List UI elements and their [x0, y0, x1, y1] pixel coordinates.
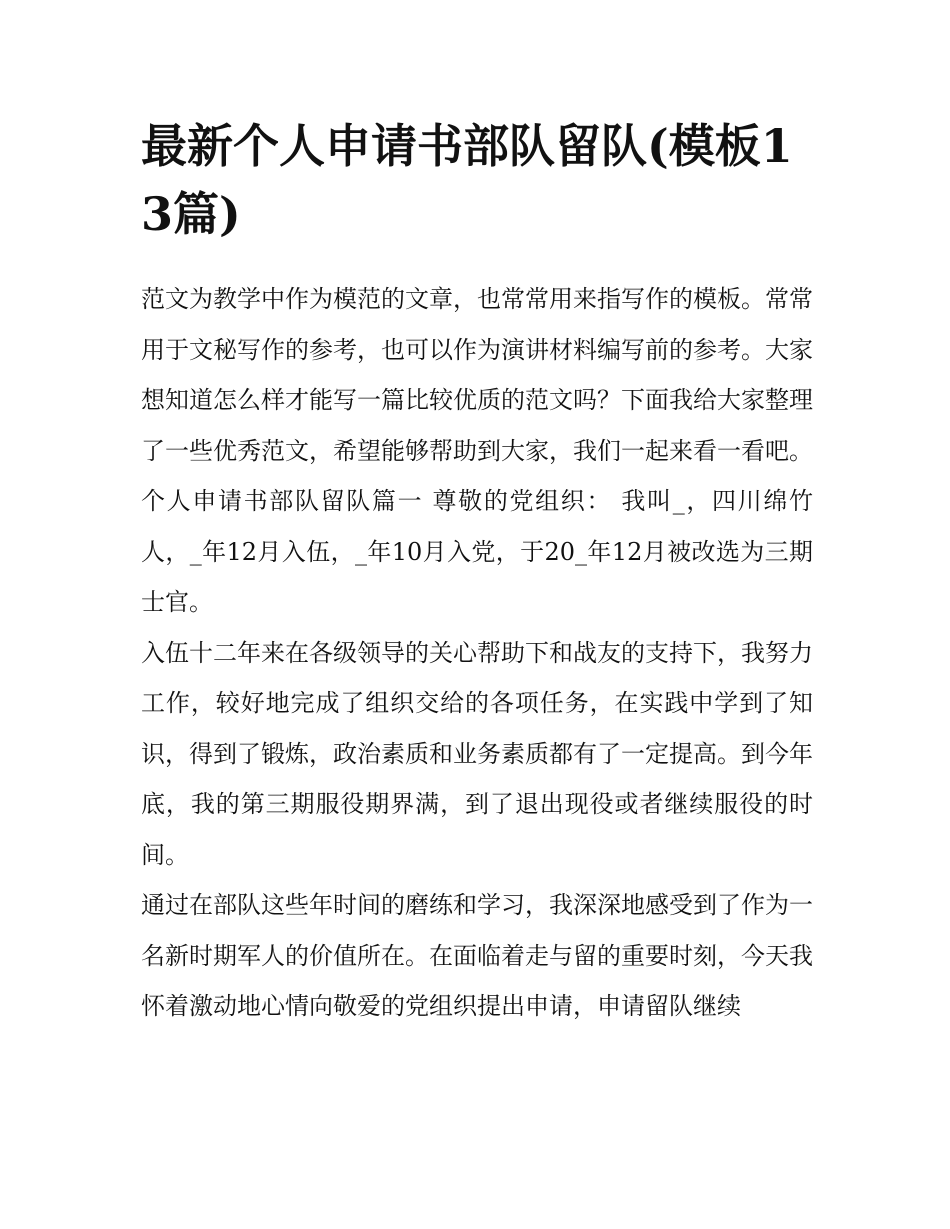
paragraph-intro: 范文为教学中作为模范的文章，也常常用来指写作的模板。常常用于文秘写作的参考，也可以作为演讲材料编写前的参考。大家想知道怎么样才能写一篇比较优质的范文吗？下面我给大家整理了一些优秀范文，希望能够帮助到大家，我们一起来看一看吧。 [141, 285, 813, 465]
paragraph-service-record: 入伍十二年来在各级领导的关心帮助下和战友的支持下，我努力工作，较好地完成了组织交给的各项任务，在实践中学到了知识，得到了锻炼，政治素质和业务素质都有了一定提高。到今年底，我的第三期服役期界满，到了退出现役或者继续服役的时间。 [141, 638, 813, 869]
paragraph-applicant-info: 个人申请书部队留队篇一 尊敬的党组织： 我叫_，四川绵竹人，_年12月入伍，_年10月入党，于20_年12月被改选为三期士官。 [141, 487, 813, 616]
document-body [141, 274, 813, 1032]
paragraph-request: 通过在部队这些年时间的磨练和学习，我深深地感受到了作为一名新时期军人的价值所在。在面临着走与留的重要时刻，今天我怀着激动地心情向敬爱的党组织提出申请，申请留队继续 [141, 891, 813, 1020]
document-title: 最新个人申请书部队留队(模板13篇) [141, 119, 793, 241]
document-page [141, 112, 813, 1032]
